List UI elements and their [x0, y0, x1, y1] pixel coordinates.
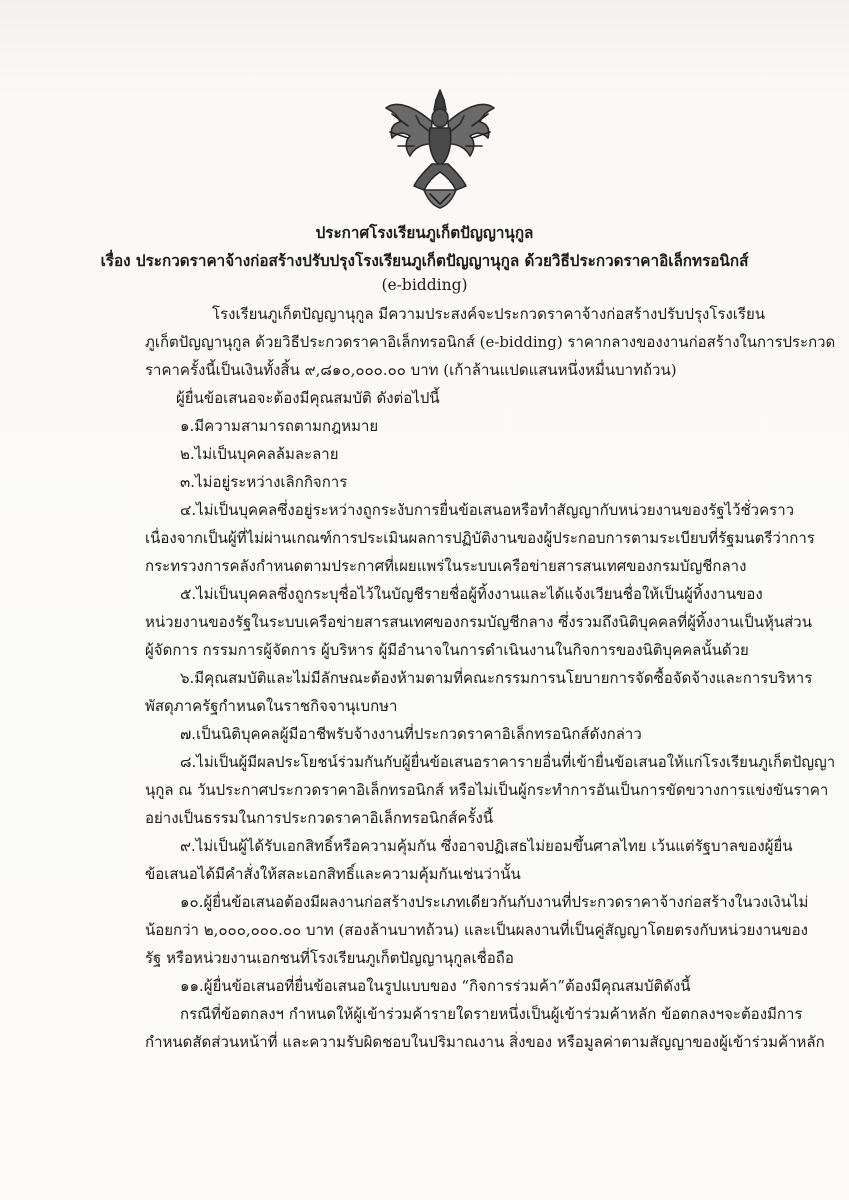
body-line: กรณีที่ข้อตกลงฯ กำหนดให้ผู้เข้าร่วมค้ารายใดรายหนึ่งเป็นผู้เข้าร่วมค้าหลัก ข้อตกลงฯจะต้องมีการ — [180, 1005, 803, 1023]
qualification-item: ๙.ไม่เป็นผู้ได้รับเอกสิทธิ์หรือความคุ้มกัน ซึ่งอาจปฏิเสธไม่ยอมขึ้นศาลไทย เว้นแต่รัฐบาลของผู้ยื่น — [180, 837, 793, 855]
body-line: อย่างเป็นธรรมในการประกวดราคาอิเล็กทรอนิกส์ครั้งนี้ — [145, 809, 494, 827]
body-line: ราคาครั้งนี้เป็นเงินทั้งสิ้น ๙,๘๑๐,๐๐๐.๐๐ บาท (เก้าล้านแปดแสนหนึ่งหมื่นบาทถ้วน) — [145, 361, 677, 379]
body-line: พัสดุภาครัฐกำหนดในราชกิจจานุเบกษา — [145, 697, 398, 715]
body-line: นุกูล ณ วันประกาศประกวดราคาอิเล็กทรอนิกส์ หรือไม่เป็นผู้กระทำการอันเป็นการขัดขวางการแข่งขันราคา — [145, 781, 829, 799]
body-line: รัฐ หรือหน่วยงานเอกชนที่โรงเรียนภูเก็ตปัญญานุกูลเชื่อถือ — [145, 949, 514, 967]
document-title: ประกาศโรงเรียนภูเก็ตปัญญานุกูล — [315, 223, 534, 242]
qualification-item: ๑๐.ผู้ยื่นข้อเสนอต้องมีผลงานก่อสร้างประเภทเดียวกันกับงานที่ประกวดราคาจ้างก่อสร้างในวงเงินไม่ — [180, 893, 809, 911]
qualification-item: ๕.ไม่เป็นบุคคลซึ่งถูกระบุชื่อไว้ในบัญชีรายชื่อผู้ทิ้งงานและได้แจ้งเวียนชื่อให้เป็นผู้ทิ้งงานของ — [180, 585, 763, 603]
body-line: ผู้จัดการ กรรมการผู้จัดการ ผู้บริหาร ผู้มีอำนาจในการดำเนินงานในกิจการของนิติบุคคลนั้นด้วย — [145, 641, 749, 659]
body-line: ข้อเสนอได้มีคำสั่งให้สละเอกสิทธิ์และความคุ้มกันเช่นว่านั้น — [145, 865, 521, 883]
document-subject: เรื่อง ประกวดราคาจ้างก่อสร้างปรับปรุงโรงเรียนภูเก็ตปัญญานุกูล ด้วยวิธีประกวดราคาอิเล็กทรอนิกส์ — [100, 251, 749, 270]
qualification-item: ๗.เป็นนิติบุคคลผู้มีอาชีพรับจ้างงานที่ประกวดราคาอิเล็กทรอนิกส์ดังกล่าว — [180, 725, 642, 743]
body-line: โรงเรียนภูเก็ตปัญญานุกูล มีความประสงค์จะประกวดราคาจ้างก่อสร้างปรับปรุงโรงเรียน — [212, 305, 766, 323]
qualifications-heading: ผู้ยื่นข้อเสนอจะต้องมีคุณสมบัติ ดังต่อไปนี้ — [176, 389, 440, 407]
garuda-emblem-icon — [384, 86, 496, 210]
qualification-item: ๒.ไม่เป็นบุคคลล้มละลาย — [180, 445, 339, 463]
qualification-item: ๑.มีความสามารถตามกฎหมาย — [180, 417, 379, 435]
body-line: กระทรวงการคลังกำหนดตามประกาศที่เผยแพร่ในระบบเครือข่ายสารสนเทศของกรมบัญชีกลาง — [145, 557, 747, 575]
body-line: หน่วยงานของรัฐในระบบเครือข่ายสารสนเทศของกรมบัญชีกลาง ซึ่งรวมถึงนิติบุคคลที่ผู้ทิ้งงานเป็นหุ้นส่วน — [145, 613, 812, 631]
qualification-item: ๔.ไม่เป็นบุคคลซึ่งอยู่ระหว่างถูกระงับการยื่นข้อเสนอหรือทำสัญญากับหน่วยงานของรัฐไว้ชั่วคราว — [180, 501, 795, 519]
body-line: น้อยกว่า ๒,๐๐๐,๐๐๐.๐๐ บาท (สองล้านบาทถ้วน) และเป็นผลงานที่เป็นคู่สัญญาโดยตรงกับหน่วยงานของ — [145, 921, 808, 939]
qualification-item: ๘.ไม่เป็นผู้มีผลประโยชน์ร่วมกันกับผู้ยื่นข้อเสนอราคารายอื่นที่เข้ายื่นข้อเสนอให้แก่โรงเรียนภูเก็ตปัญญา — [180, 753, 836, 771]
qualification-item: ๖.มีคุณสมบัติและไม่มีลักษณะต้องห้ามตามที่คณะกรรมการนโยบายการจัดซื้อจัดจ้างและการบริหาร — [180, 669, 813, 687]
qualification-item: ๑๑.ผู้ยื่นข้อเสนอที่ยื่นข้อเสนอในรูปแบบของ “กิจการร่วมค้า”ต้องมีคุณสมบัติดังนี้ — [180, 977, 691, 995]
body-line: กำหนดสัดส่วนหน้าที่ และความรับผิดชอบในปริมาณงาน สิ่งของ หรือมูลค่าตามสัญญาของผู้เข้าร่วมค้าหลัก — [145, 1033, 825, 1051]
body-line: ภูเก็ตปัญญานุกูล ด้วยวิธีประกวดราคาอิเล็กทรอนิกส์ (e-bidding) ราคากลางของงานก่อสร้างในการประกวด — [145, 333, 836, 351]
document-subject-method: (e-bidding) — [381, 276, 468, 294]
body-line: เนื่องจากเป็นผู้ที่ไม่ผ่านเกณฑ์การประเมินผลการปฏิบัติงานของผู้ประกอบการตามระเบียบที่รัฐมนตรีว่าการ — [145, 529, 815, 547]
qualification-item: ๓.ไม่อยู่ระหว่างเลิกกิจการ — [180, 473, 348, 491]
